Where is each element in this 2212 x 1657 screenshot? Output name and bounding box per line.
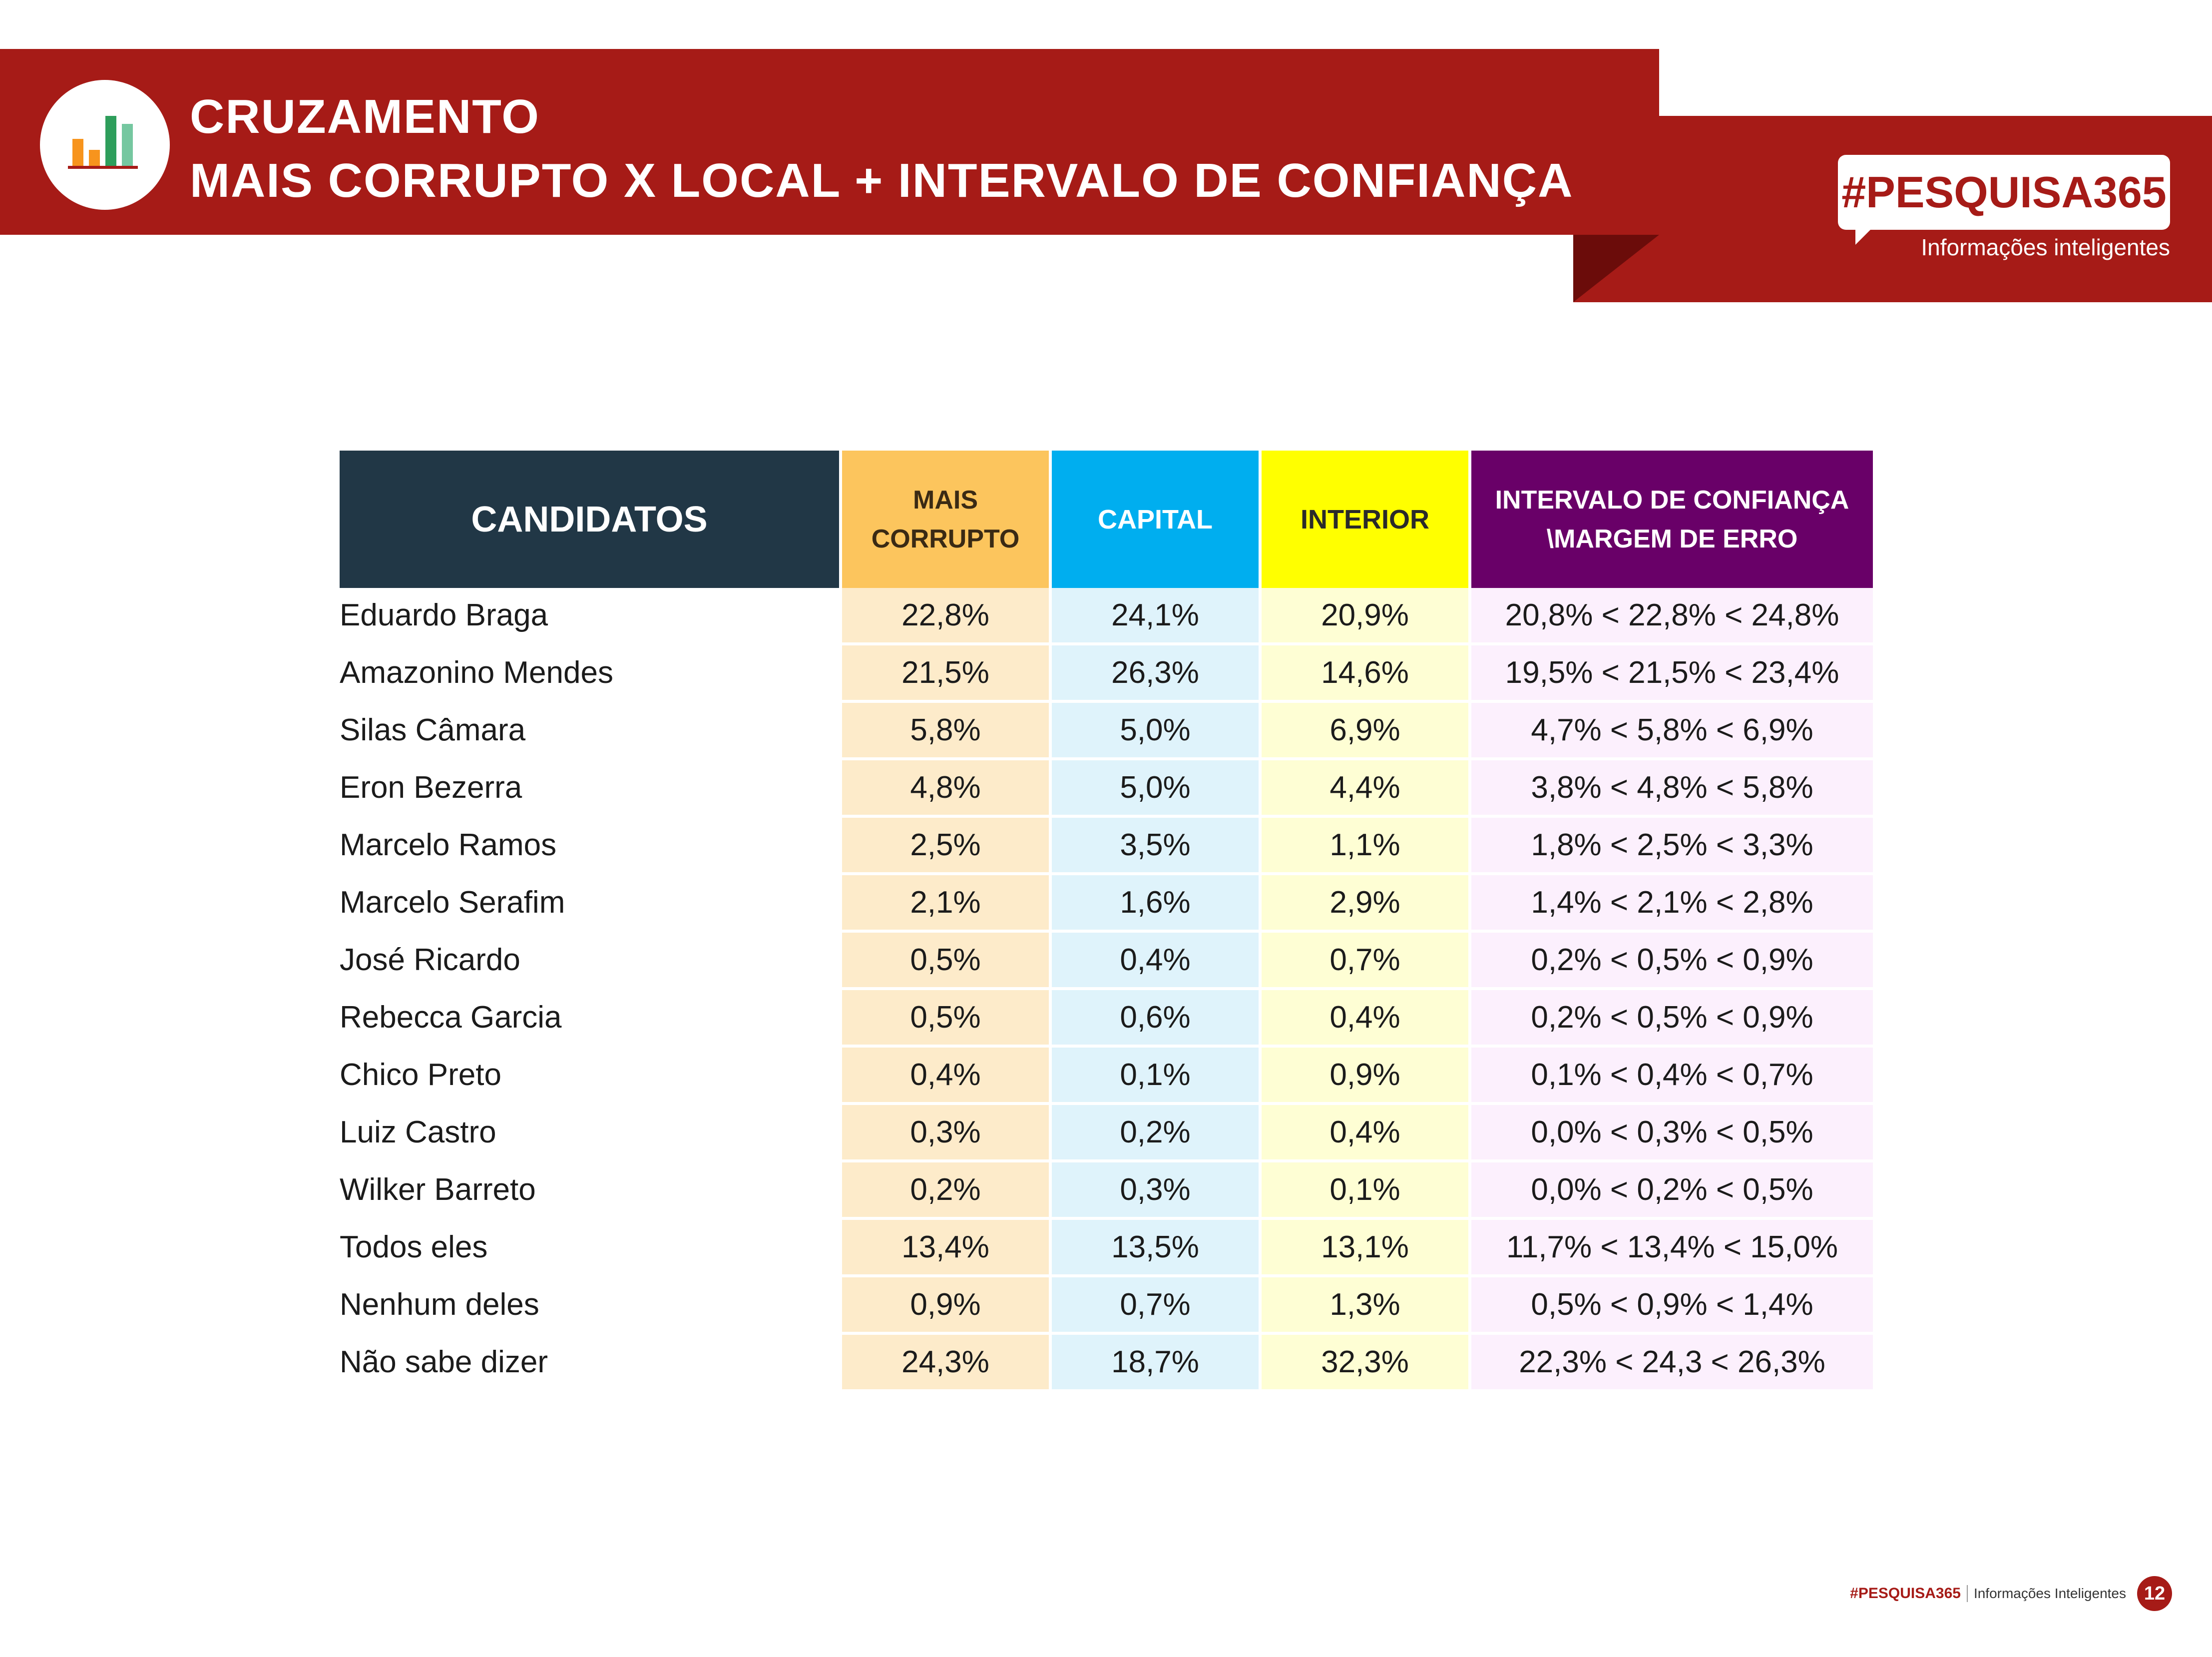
table-row [340,1277,1873,1335]
table-row [340,703,1873,760]
cell-capital: 5,0% [1052,760,1262,818]
candidate-name: Marcelo Serafim [340,875,842,933]
table-row [340,760,1873,818]
cell-interior: 13,1% [1262,1220,1471,1277]
cell-mais-corrupto: 2,5% [842,818,1052,875]
brand-logo-text: #PESQUISA365 [1841,167,2167,217]
candidate-name: Silas Câmara [340,703,842,760]
cell-intervalo-confianca: 11,7% < 13,4% < 15,0% [1471,1220,1873,1277]
logo-badge [40,80,170,210]
cell-capital: 13,5% [1052,1220,1262,1277]
cell-interior: 1,1% [1262,818,1471,875]
cell-capital: 26,3% [1052,645,1262,703]
cell-intervalo-confianca: 1,8% < 2,5% < 3,3% [1471,818,1873,875]
table-header-row [340,451,1873,588]
table-row [340,645,1873,703]
candidate-name: Eron Bezerra [340,760,842,818]
cell-mais-corrupto: 0,9% [842,1277,1052,1335]
candidate-name: Chico Preto [340,1048,842,1105]
page-title [190,85,1573,213]
title-line-1: CRUZAMENTO [190,90,540,143]
results-table [340,451,1873,1392]
cell-intervalo-confianca: 0,2% < 0,5% < 0,9% [1471,933,1873,990]
cell-interior: 20,9% [1262,588,1471,645]
cell-interior: 2,9% [1262,875,1471,933]
cell-intervalo-confianca: 0,1% < 0,4% < 0,7% [1471,1048,1873,1105]
header-intervalo-confianca [1471,451,1873,588]
table-row [340,875,1873,933]
table-row [340,1335,1873,1392]
table-row [340,1220,1873,1277]
header-mais-line-1: MAIS [913,485,978,515]
table-body [340,588,1873,1392]
cell-mais-corrupto: 21,5% [842,645,1052,703]
candidate-name: Todos eles [340,1220,842,1277]
table-row [340,1105,1873,1162]
header-capital: CAPITAL [1052,451,1262,588]
cell-mais-corrupto: 2,1% [842,875,1052,933]
cell-interior: 0,4% [1262,1105,1471,1162]
cell-capital: 0,2% [1052,1105,1262,1162]
cell-interior: 4,4% [1262,760,1471,818]
cell-interior: 0,9% [1262,1048,1471,1105]
header-ic-line-1: INTERVALO DE CONFIANÇA [1495,485,1849,515]
cell-mais-corrupto: 0,5% [842,933,1052,990]
cell-intervalo-confianca: 20,8% < 22,8% < 24,8% [1471,588,1873,645]
cell-mais-corrupto: 5,8% [842,703,1052,760]
header-fold [1573,235,1659,302]
cell-capital: 5,0% [1052,703,1262,760]
cell-interior: 0,7% [1262,933,1471,990]
table-row [340,1162,1873,1220]
header-interior: INTERIOR [1262,451,1471,588]
table-row [340,933,1873,990]
bar-chart-icon [40,80,170,210]
cell-mais-corrupto: 13,4% [842,1220,1052,1277]
footer-tagline: Informações Inteligentes [1973,1586,2126,1601]
candidate-name: Amazonino Mendes [340,645,842,703]
cell-intervalo-confianca: 0,0% < 0,3% < 0,5% [1471,1105,1873,1162]
cell-interior: 6,9% [1262,703,1471,760]
cell-capital: 0,7% [1052,1277,1262,1335]
cell-mais-corrupto: 24,3% [842,1335,1052,1392]
cell-capital: 0,4% [1052,933,1262,990]
cell-intervalo-confianca: 4,7% < 5,8% < 6,9% [1471,703,1873,760]
candidate-name: Wilker Barreto [340,1162,842,1220]
candidate-name: Nenhum deles [340,1277,842,1335]
cell-intervalo-confianca: 0,0% < 0,2% < 0,5% [1471,1162,1873,1220]
candidate-name: Não sabe dizer [340,1335,842,1392]
cell-intervalo-confianca: 0,5% < 0,9% < 1,4% [1471,1277,1873,1335]
table-row [340,990,1873,1048]
header-mais-line-2: CORRUPTO [871,524,1020,553]
cell-intervalo-confianca: 19,5% < 21,5% < 23,4% [1471,645,1873,703]
cell-capital: 24,1% [1052,588,1262,645]
cell-interior: 32,3% [1262,1335,1471,1392]
cell-capital: 0,1% [1052,1048,1262,1105]
cell-capital: 3,5% [1052,818,1262,875]
cell-mais-corrupto: 0,5% [842,990,1052,1048]
cell-intervalo-confianca: 1,4% < 2,1% < 2,8% [1471,875,1873,933]
candidate-name: Rebecca Garcia [340,990,842,1048]
cell-mais-corrupto: 0,3% [842,1105,1052,1162]
table-row [340,1048,1873,1105]
header-mais-corrupto [842,451,1052,588]
footer [1850,1574,2172,1614]
footer-divider [1967,1585,1968,1602]
cell-mais-corrupto: 4,8% [842,760,1052,818]
candidate-name: Marcelo Ramos [340,818,842,875]
cell-interior: 1,3% [1262,1277,1471,1335]
brand-tagline: Informações inteligentes [1921,234,2170,260]
candidate-name: José Ricardo [340,933,842,990]
candidate-name: Luiz Castro [340,1105,842,1162]
header-ic-line-2: \MARGEM DE ERRO [1546,524,1798,553]
cell-mais-corrupto: 0,4% [842,1048,1052,1105]
cell-interior: 14,6% [1262,645,1471,703]
page-number: 12 [2137,1576,2172,1611]
cell-intervalo-confianca: 22,3% < 24,3 < 26,3% [1471,1335,1873,1392]
cell-capital: 0,3% [1052,1162,1262,1220]
cell-capital: 1,6% [1052,875,1262,933]
cell-intervalo-confianca: 0,2% < 0,5% < 0,9% [1471,990,1873,1048]
cell-interior: 0,1% [1262,1162,1471,1220]
cell-capital: 0,6% [1052,990,1262,1048]
candidate-name: Eduardo Braga [340,588,842,645]
title-line-2: MAIS CORRUPTO X LOCAL + INTERVALO DE CONFIANÇA [190,154,1574,207]
cell-intervalo-confianca: 3,8% < 4,8% < 5,8% [1471,760,1873,818]
table-row [340,588,1873,645]
cell-mais-corrupto: 22,8% [842,588,1052,645]
header-candidatos: CANDIDATOS [340,451,842,588]
cell-capital: 18,7% [1052,1335,1262,1392]
cell-mais-corrupto: 0,2% [842,1162,1052,1220]
footer-brand: #PESQUISA365 [1850,1585,1961,1602]
cell-interior: 0,4% [1262,990,1471,1048]
table-row [340,818,1873,875]
